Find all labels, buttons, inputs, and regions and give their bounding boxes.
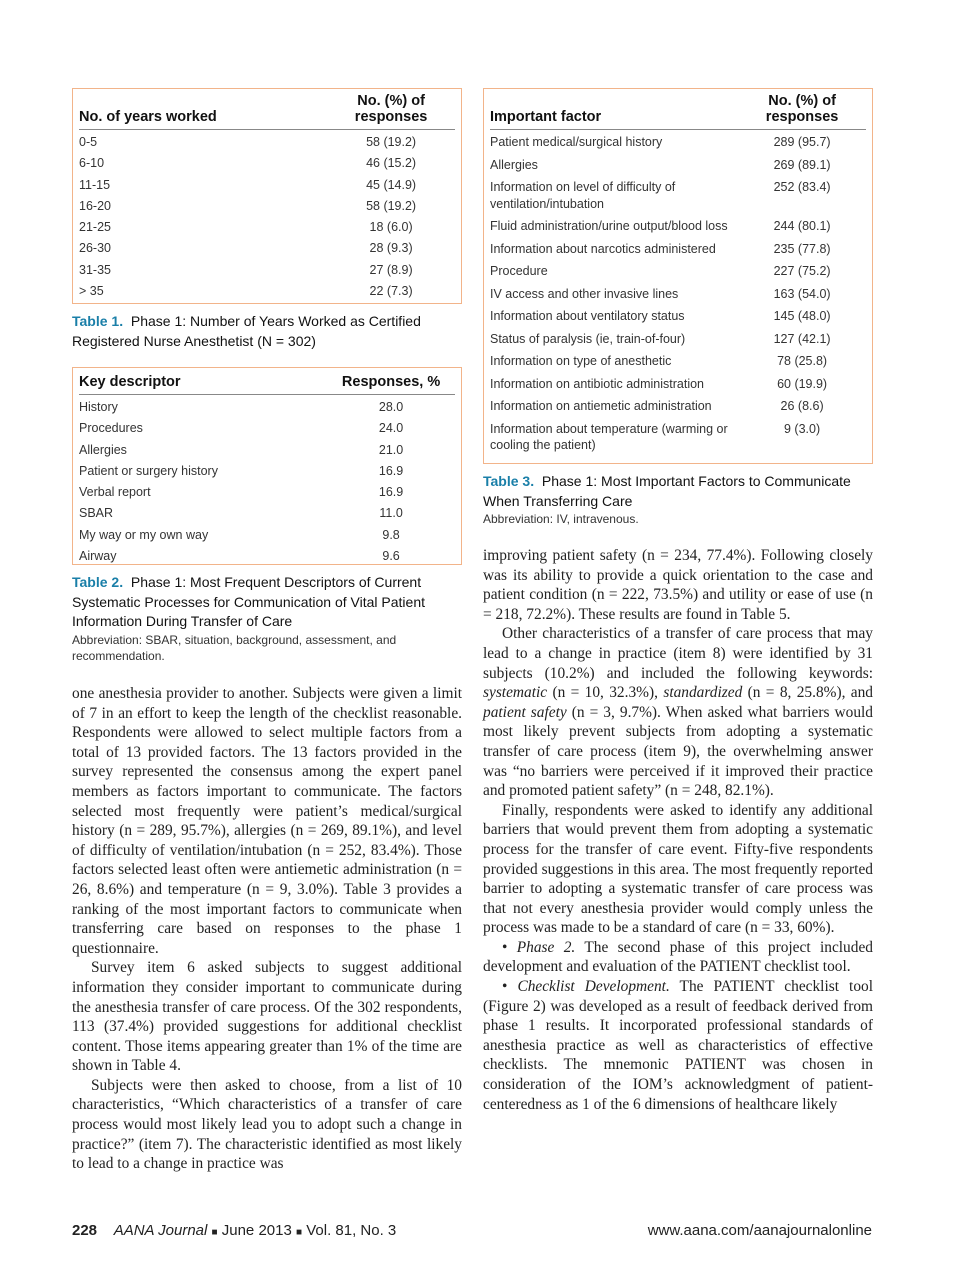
page-footer [72, 1222, 872, 1244]
right-body-text [483, 546, 873, 1114]
cell-value: 21.0 [378, 442, 404, 457]
paragraph [483, 977, 873, 1114]
table-3-header-responses: No. (%) of responses [738, 91, 866, 130]
cell-value: 269 (89.1) [773, 157, 831, 172]
table-3-grid [490, 91, 866, 458]
footer-citation [72, 1222, 396, 1239]
cell-label: Allergies [490, 157, 538, 172]
table-3-row [490, 329, 866, 352]
table-3-row [490, 419, 866, 458]
cell-label: Allergies [79, 442, 127, 457]
bullet: • [502, 938, 508, 956]
table-1-row [79, 198, 455, 219]
cell-value: 28.0 [378, 400, 404, 414]
cell-label: History [79, 400, 118, 414]
paragraph: one anesthesia provider to another. Subjects were given a limit of 7 in an effort to keep the length of the checklist reasonable. Respondents were allowed to select multiple factors from a total of 13 provided factors. The 13 factors provided in the survey represented the consensus among the expert panel members as factors important to communicate. The factors selected most frequently were patient’s medical/surgical history (n = 289, 95.7%), allergies (n = 269, 89.1%), and level of difficulty of ventilation/intubation (n = 252, 83.4%). Those factors selected least often were antiemetic administration (n = 26, 8.6%) and temperature (n = 9, 3.0%). Table 3 provides a ranking of the most important factors to communicate when transferring care based on responses to the phase 1 questionnaire. [72, 685, 462, 957]
cell-label: 16-20 [79, 198, 111, 213]
cell-value: 16.9 [378, 485, 404, 500]
journal-url: www.aana.com/aanajournalonline [647, 1222, 872, 1239]
cell-label: 26-30 [79, 241, 111, 256]
table-3-row [490, 261, 866, 284]
cell-label: Verbal report [79, 485, 151, 500]
table-1-row [79, 155, 455, 176]
table-3-row [490, 396, 866, 419]
table-1-grid [79, 91, 455, 304]
table-3-row [490, 284, 866, 307]
cell-value: 11.0 [379, 506, 403, 521]
cell-value: 28 (9.3) [369, 241, 413, 256]
keyword: standardized [663, 684, 743, 702]
page-number: 228 [72, 1222, 98, 1239]
paragraph: Survey item 6 asked subjects to suggest additional information they consider important to communicate during the anesthesia transfer of care process. Of the 302 respondents, 113 (37.4%) provided suggestions for additional checklist content. Those items appearing greater than 1% of the time are shown in Table 4. [72, 959, 462, 1075]
table-2-row [79, 420, 455, 441]
cell-label: Procedure [490, 264, 548, 278]
cell-value: 289 (95.7) [773, 135, 831, 149]
table-1-row [79, 219, 455, 240]
keyword: patient safety [483, 703, 567, 721]
paragraph [483, 938, 873, 977]
table-3-caption [483, 472, 873, 511]
table-2-header-descriptor: Key descriptor [79, 370, 327, 395]
cell-label: 6-10 [79, 156, 105, 171]
table-3-abbreviation: Abbreviation: IV, intravenous. [483, 512, 639, 526]
cell-value: 58 (19.2) [366, 135, 417, 149]
cell-value: 60 (19.9) [777, 376, 828, 391]
cell-value: 24.0 [378, 421, 404, 436]
table-3-row [490, 306, 866, 329]
cell-label: Status of paralysis (ie, train-of-four) [490, 331, 686, 346]
cell-label: Information about ventilatory status [490, 309, 685, 323]
text-span: (n = 8, 25.8%), and [742, 684, 873, 702]
table-3-row [490, 130, 866, 155]
subheading: Checklist Development. [517, 978, 670, 996]
paragraph: improving patient safety (n = 234, 77.4%). Following closely was its ability to provide a quick orientation to the case and patient condition (n = 222, 73.5%) and utility or ease of use (n = 218, 72.2%). These results are found in Table 5. [483, 547, 873, 623]
cell-value: 227 (75.2) [773, 264, 831, 278]
text-span: (n = 10, 32.3%), [547, 684, 664, 702]
cell-value: 27 (8.9) [369, 262, 413, 277]
journal-name: AANA Journal [113, 1222, 208, 1239]
table-2-row [79, 484, 455, 505]
table-2-header-responses: Responses, % [327, 370, 455, 395]
table-3-row [490, 351, 866, 374]
table-3-row [490, 216, 866, 239]
paragraph: Finally, respondents were asked to identify any additional barriers that would prevent them from adopting a systematic process for the transfer of care event. Fifty-five respondents provided suggestions in this area. The most frequently reported barrier to adopting a systematic transfer of care process was that not every anesthesia provider would comply unless the process was made to be a standard of care (n = 33, 60%). [483, 801, 873, 937]
table-2-row [79, 505, 455, 526]
cell-label: Information on type of anesthetic [490, 354, 672, 368]
bullet: • [502, 978, 508, 996]
cell-value: 145 (48.0) [773, 309, 831, 323]
cell-label: > 35 [79, 284, 104, 299]
cell-label: Procedures [79, 421, 143, 436]
cell-label: Patient or surgery history [79, 463, 218, 478]
separator: ■ [211, 1227, 218, 1238]
left-column [72, 88, 462, 664]
table-2-row [79, 527, 455, 548]
cell-value: 9.6 [382, 549, 400, 564]
cell-value: 244 (80.1) [773, 219, 831, 233]
subheading: Phase 2. [516, 938, 576, 956]
cell-label: 31-35 [79, 262, 111, 277]
table-1-row [79, 177, 455, 198]
table-1-header-years: No. of years worked [79, 91, 327, 130]
cell-label: Information on level of difficulty of ventilation/intubation [490, 180, 676, 211]
cell-label: Information about temperature (warming or cooling the patient) [490, 421, 728, 452]
cell-label: Information on antibiotic administration [490, 376, 705, 391]
table-2-label: Table 2. [72, 574, 124, 590]
table-3-header-factor: Important factor [490, 91, 738, 130]
table-2-caption [72, 573, 462, 632]
cell-label: Airway [79, 549, 117, 564]
cell-label: SBAR [79, 506, 114, 521]
cell-label: Information on antiemetic administration [490, 399, 712, 413]
table-2-row [79, 395, 455, 421]
cell-value: 58 (19.2) [366, 198, 417, 213]
cell-value: 127 (42.1) [773, 331, 831, 346]
cell-label: 21-25 [79, 220, 111, 235]
cell-value: 9.8 [382, 527, 400, 542]
table-2-abbreviation: Abbreviation: SBAR, situation, background, assessment, and recommendation. [72, 632, 397, 663]
table-3-label: Table 3. [483, 473, 535, 489]
cell-value: 163 (54.0) [773, 286, 831, 301]
cell-label: My way or my own way [79, 527, 209, 542]
cell-label: Fluid administration/urine output/blood loss [490, 219, 728, 233]
issue-date: June 2013 [221, 1222, 292, 1239]
table-1-header-responses: No. (%) of responses [327, 91, 455, 130]
cell-value: 9 (3.0) [784, 421, 821, 436]
table-1-row [79, 283, 455, 304]
table-1-caption-text: Phase 1: Number of Years Worked as Certified Registered Nurse Anesthetist (N = 302) [72, 313, 421, 349]
table-2-row [79, 442, 455, 463]
cell-value: 235 (77.8) [773, 241, 831, 256]
table-2-grid [79, 370, 455, 569]
table-1-row [79, 240, 455, 261]
paragraph [483, 624, 873, 800]
table-2-row [79, 548, 455, 569]
table-1-label: Table 1. [72, 313, 124, 329]
left-body-text [72, 684, 462, 1174]
paragraph: Subjects were then asked to choose, from a list of 10 characteristics, “Which characteristics of a transfer of care process would most likely lead you to adopt such a change in practice?” (item 7). The characteristic identified as most likely to lead to a change in practice was [72, 1076, 462, 1173]
table-1 [72, 88, 462, 304]
cell-value: 45 (14.9) [366, 177, 417, 192]
table-3 [483, 88, 873, 464]
text-span: (n = 3, 9.7%). When asked what barriers would most likely prevent subjects from adopting a systematic transfer of care process (item 9), the overwhelming answer was “no barriers were perceived if it improved their practice and promoted patient safety” (n = 248, 82.1%). [483, 703, 873, 800]
table-1-row [79, 262, 455, 283]
text-span: The PATIENT checklist tool (Figure 2) was developed as a result of feedback derived from phase 1 results. It incorporated professional standards of anesthesia practice as well as characteristics of effective checklists. The mnemonic PATIENT was chosen in consideration of the IOM’s acknowledgment of patient-centeredness as 1 of the 6 dimensions of healthcare likely [483, 978, 873, 1113]
table-3-row [490, 177, 866, 216]
right-column [483, 88, 873, 527]
cell-label: Patient medical/surgical history [490, 135, 663, 149]
table-3-row [490, 374, 866, 397]
table-3-row [490, 239, 866, 262]
volume: Vol. 81, No. 3 [306, 1222, 397, 1239]
cell-label: Information about narcotics administered [490, 241, 716, 256]
cell-value: 252 (83.4) [773, 180, 831, 194]
table-3-row [490, 155, 866, 178]
table-2-row [79, 463, 455, 484]
cell-value: 16.9 [378, 463, 404, 478]
keyword: systematic [483, 684, 548, 702]
table-3-caption-text: Phase 1: Most Important Factors to Communicate When Transferring Care [483, 473, 851, 509]
cell-value: 46 (15.2) [366, 156, 417, 171]
cell-value: 78 (25.8) [777, 354, 828, 368]
cell-label: 11-15 [79, 177, 111, 192]
cell-value: 18 (6.0) [369, 220, 413, 235]
text-span: The second phase of this project included development and evaluation of the PATIENT checklist tool. [483, 938, 873, 976]
table-1-caption [72, 312, 462, 351]
cell-label: 0-5 [79, 135, 98, 149]
table-1-row [79, 130, 455, 156]
cell-label: IV access and other invasive lines [490, 286, 679, 301]
separator: ■ [296, 1227, 303, 1238]
text-span: Other characteristics of a transfer of care process that may lead to a change in practice (item 8) were identified by 31 subjects (10.2%) and included the following keywords: [483, 625, 873, 682]
table-2 [72, 367, 462, 565]
cell-value: 26 (8.6) [780, 399, 824, 413]
table-2-caption-text: Phase 1: Most Frequent Descriptors of Current Systematic Processes for Communication of Vital Patient Information During Transfer of Care [72, 574, 426, 629]
cell-value: 22 (7.3) [369, 284, 413, 299]
